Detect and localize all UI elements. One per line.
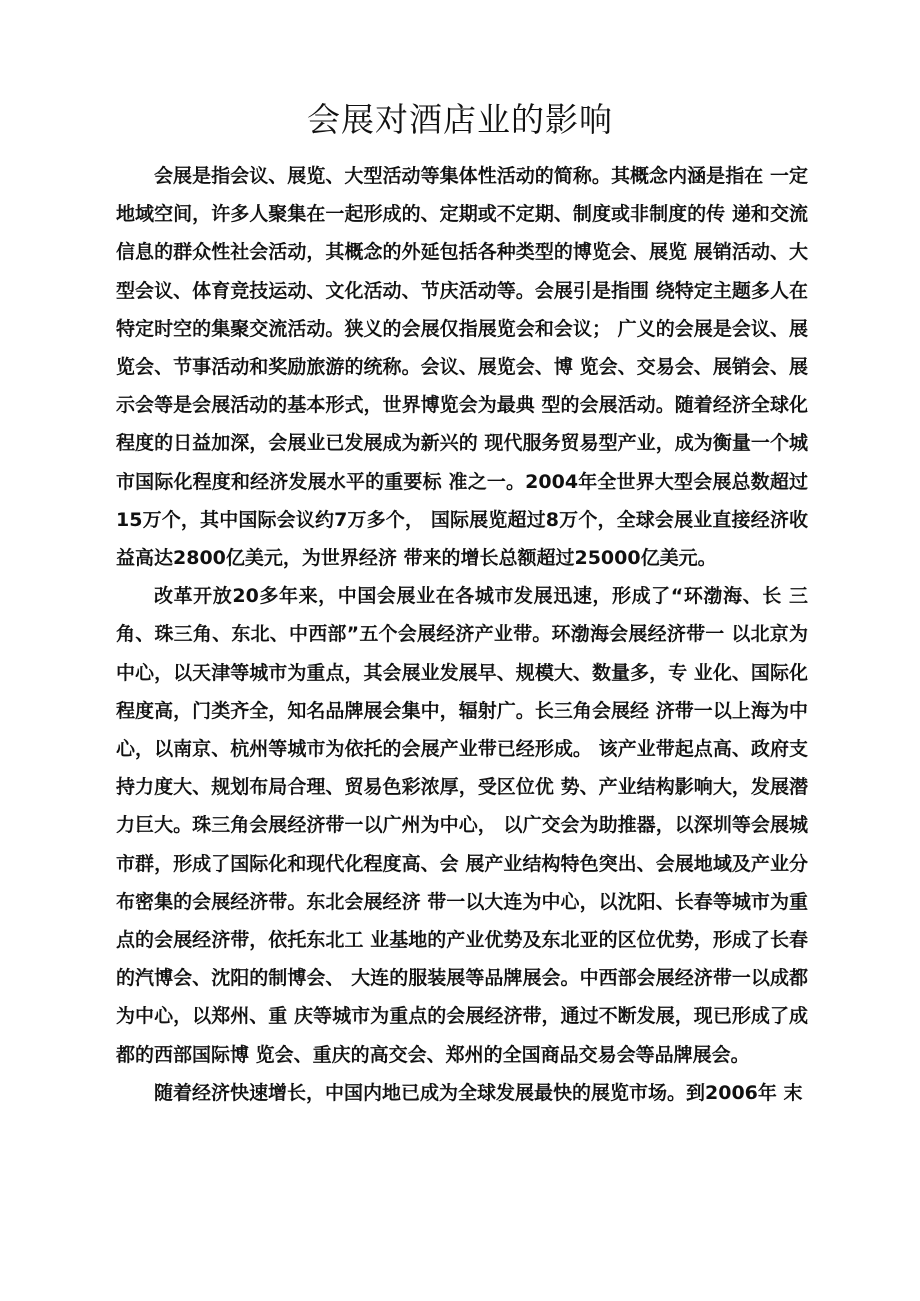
paragraph-market-growth: 随着经济快速增长，中国内地已成为全球发展最快的展览市场。到2006年 末 [154, 1081, 803, 1104]
paragraph-china-exhibition-belts: 改革开放20多年来，中国会展业在各城市发展迅速，形成了“环渤海、长 三角、珠三角、东北、中西部”五个会展经济产业带。环渤海会展经济带一 以北京为中心，以天津等城市为重点，其会展业发展早、规模大、数量多，专 业化、国际化程度高，门类齐全，知名品牌展会集中，辐射广。长三角会展经 济带一以上海为中心，以南京、杭州等城市为依托的会展产业带已经形成。 该产业带起点高、政府支持力度大、规划布局合理、贸易色彩浓厚，受区位优 势、产业结构影响大，发展潜力巨大。珠三角会展经济带一以广州为中心， 以广交会为助推器，以深圳等会展城市群，形成了国际化和现代化程度高、会 展产业结构特色突出、会展地域及产业分布密集的会展经济带。东北会展经济 带一以大连为中心，以沈阳、长春等城市为重点的会展经济带，依托东北工 业基地的产业优势及东北亚的区位优势，形成了长春的汽博会、沈阳的制博会、 大连的服装展等品牌展会。中西部会展经济带一以成都为中心，以郑州、重 庆等城市为重点的会展经济带，通过不断发展，现已形成了成都的西部国际博 览会、重庆的高交会、郑州的全国商品交易会等品牌展会。 [116, 585, 808, 1066]
document-body [116, 157, 808, 1112]
paragraph-exhibition-definition: 会展是指会议、展览、大型活动等集体性活动的简称。其概念内涵是指在 一定地域空间，许多人聚集在一起形成的、定期或不定期、制度或非制度的传 递和交流信息的群众性社会活动，其概念的外延包括各种类型的博览会、展览 展销活动、大型会议、体育竞技运动、文化活动、节庆活动等。会展引是指围 绕特定主题多人在特定时空的集聚交流活动。狭义的会展仅指展览会和会议； 广义的会展是会议、展览会、节事活动和奖励旅游的统称。会议、展览会、博 览会、交易会、展销会、展示会等是会展活动的基本形式，世界博览会为最典 型的会展活动。随着经济全球化程度的日益加深，会展业已发展成为新兴的 现代服务贸易型产业，成为衡量一个城市国际化程度和经济发展水平的重要标 准之一。2004年全世界大型会展总数超过15万个，其中国际会议约7万多个， 国际展览超过8万个，全球会展业直接经济收益高达2800亿美元，为世界经济 带来的增长总额超过25000亿美元。 [116, 165, 808, 570]
document-title: 会展对酒店业的影响 [307, 100, 613, 139]
